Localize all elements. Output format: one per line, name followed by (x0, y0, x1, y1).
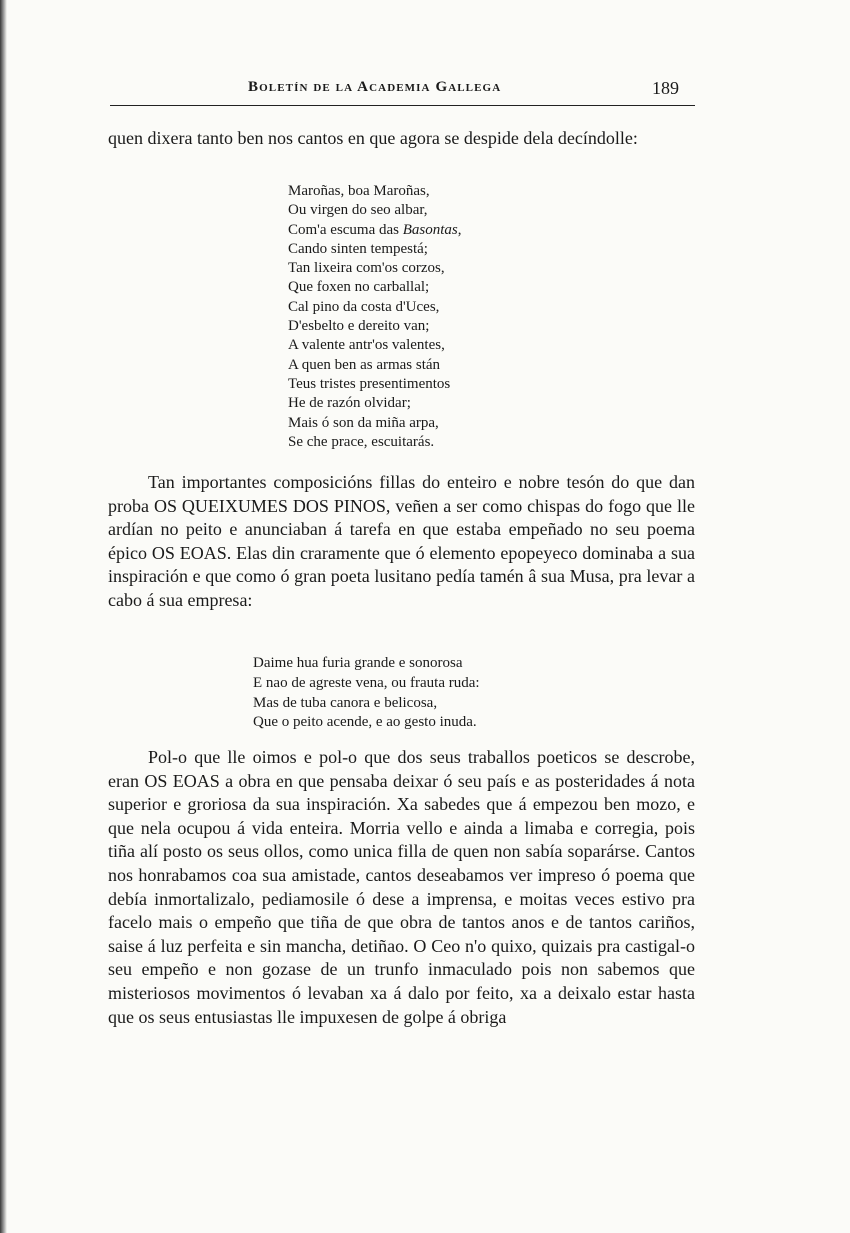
verse-line: D'esbelto e dereito van; (288, 318, 430, 335)
verse-line: Teus tristes presentimentos (288, 375, 451, 392)
running-title: Boletín de la Academia Gallega (248, 79, 502, 95)
verse-line: Se che prace, escuitarás. (288, 433, 435, 450)
verse-line: Ou virgen do seo albar, (288, 202, 428, 219)
verse-line: Que o peito acende, e ao gesto inuda. (253, 714, 477, 731)
verse-line: Mais ó son da miña arpa, (288, 414, 439, 431)
verse-line: Maroñas, boa Maroñas, (288, 183, 430, 199)
verse-line (288, 221, 462, 240)
header-rule (110, 105, 695, 106)
verse-line: He de razón olvidar; (288, 395, 411, 412)
verse-line-pre: Com'a escuma das (288, 221, 403, 238)
page-number: 189 (652, 78, 679, 98)
verse-line: Tan lixeira com'os corzos, (288, 260, 445, 277)
verse-line: A valente antr'os valentes, (288, 337, 445, 354)
verse-line: Cando sinten tempestá; (288, 240, 428, 257)
paragraph-eoas: Pol-o que lle oimos e pol-o que dos seus traballos poeticos se descrobe, eran OS EOAS a obra en que pensaba deixar ó seu país e as posteridades á nota superior e groriosa da sua inspiración. Xa sabedes que á empezou ben mozo, e que nela ocupou á vida enteira. Morria vello e ainda a limaba e corregia, pois tiña alí posto os seus ollos, como unica filla de quen non sabía soparárse. Cantos nos honrabamos coa sua amistade, cantos deseabamos ver impreso ó poema que debía inmortalizalo, pediamosile ó dese a imprensa, e moitas veces estivo pra facelo mais o empeño que tiña de que obra de tantos anos e de tantos cariños, saise á luz perfeita e sin mancha, detiñao. O Ceo n'o quixo, quizais pra castigal-o seu empeño e non gozase de un trunfo inmaculado pois non sabemos que misteriosos movimentos ó levaban xa á dalo por feito, xa a deixalo estar hasta que os seus entusiastas lle impuxesen de golpe á obriga (108, 747, 695, 1027)
verse-line: Que foxen no carballal; (288, 279, 430, 296)
binding-edge-shadow (0, 0, 7, 1233)
paragraph-intro: quen dixera tanto ben nos cantos en que agora se despide dela decíndolle: (108, 128, 638, 148)
verse-line-post: , (457, 221, 462, 238)
verse-line: E nao de agreste vena, ou frauta ruda: (253, 674, 480, 691)
paragraph-queixumes: Tan importantes composicións fillas do enteiro e nobre tesón do que dan proba OS QUEIXUMES DOS PINOS, veñen a ser como chispas do fogo que lle ardían no peito e anunciaban á tarefa en que estaba empeñado no seu poema épico OS EOAS. Elas din craramente que ó elemento epopeyeco dominaba a sua inspiración e que como ó gran poeta lusitano pedía tamén â sua Musa, pra levar a cabo á sua empresa: (108, 472, 695, 610)
page-header (110, 78, 695, 108)
poem-stanza-maronas (288, 182, 462, 452)
poem-quote-camoes (253, 654, 480, 733)
verse-line-emphasis: Basontas (402, 221, 458, 238)
verse-line: Cal pino da costa d'Uces, (288, 298, 440, 315)
verse-line: Daime hua furia grande e sonorosa (253, 655, 463, 671)
verse-line: Mas de tuba canora e belicosa, (253, 694, 438, 711)
verse-line: A quen ben as armas stán (288, 356, 441, 373)
